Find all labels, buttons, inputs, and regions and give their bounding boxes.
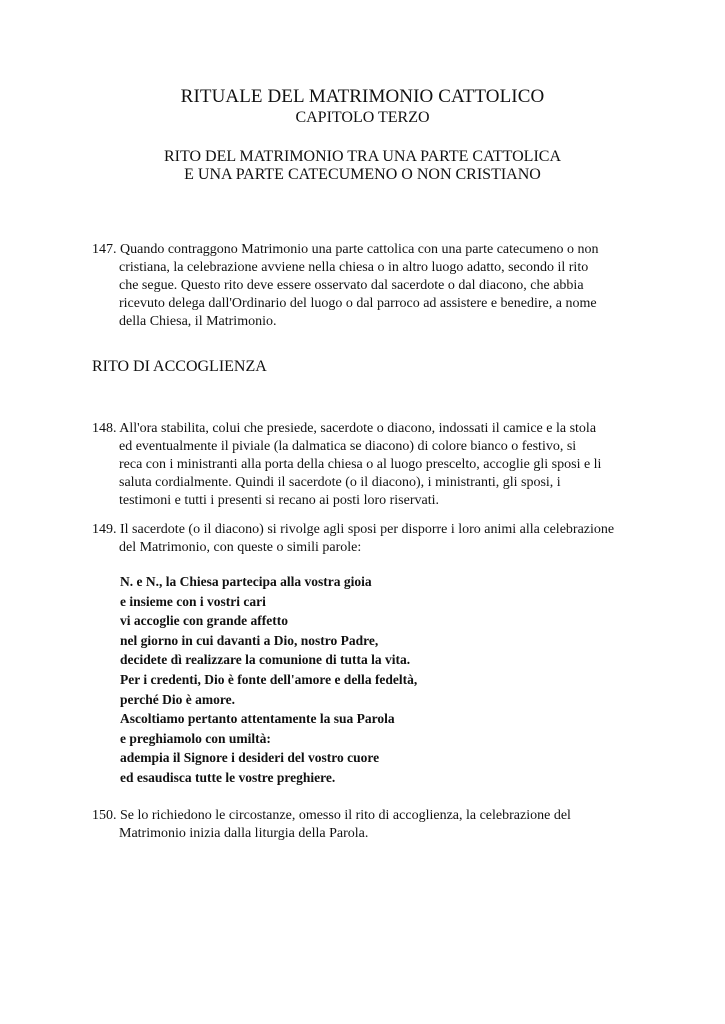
paragraph-147-line-4: ricevuto delega dall'Ordinario del luogo o dal parroco ad assistere e benedire, a nome: [119, 296, 597, 311]
paragraph-148-line-4: saluta cordialmente. Quindi il sacerdote (o il diacono), i ministranti, gli sposi, i: [119, 475, 561, 490]
paragraph-148: [92, 420, 632, 510]
prayer-line-2: e insieme con i vostri cari: [120, 593, 266, 609]
paragraph-149-line-1: 149. Il sacerdote (o il diacono) si rivolge agli sposi per disporre i loro animi alla celebrazione: [92, 522, 615, 537]
paragraph-148-line-5: testimoni e tutti i presenti si recano ai posti loro riservati.: [119, 493, 439, 508]
paragraph-148-line-3: reca con i ministranti alla porta della chiesa o al luogo prescelto, accoglie gli sposi e li: [119, 457, 602, 472]
prayer-line-11: ed esaudisca tutte le vostre preghiere.: [120, 769, 336, 785]
paragraph-147: [92, 241, 632, 331]
paragraph-147-line-1: 147. Quando contraggono Matrimonio una parte cattolica con una parte catecumeno o non: [92, 242, 599, 257]
prayer-line-10: adempia il Signore i desideri del vostro cuore: [120, 750, 380, 766]
paragraph-150: [92, 807, 632, 843]
prayer-line-1: N. e N., la Chiesa partecipa alla vostra gioia: [120, 574, 372, 589]
prayer-line-8: Ascoltiamo pertanto attentamente la sua Parola: [120, 711, 395, 727]
paragraph-150-line-1: 150. Se lo richiedono le circostanze, omesso il rito di accoglienza, la celebrazione del: [92, 808, 571, 823]
rite-subtitle: [0, 148, 725, 184]
paragraph-149-line-2: del Matrimonio, con queste o simili parole:: [119, 540, 362, 555]
paragraph-150-line-2: Matrimonio inizia dalla liturgia della Parola.: [119, 826, 369, 841]
prayer-line-5: decidete dì realizzare la comunione di tutta la vita.: [120, 652, 411, 668]
paragraph-148-line-1: 148. All'ora stabilita, colui che presiede, sacerdote o diacono, indossati il camice e la stola: [92, 421, 597, 436]
section-heading: RITO DI ACCOGLIENZA: [92, 358, 267, 375]
welcome-prayer: [120, 572, 540, 788]
paragraph-149: [92, 521, 632, 557]
subtitle-line-1: RITO DEL MATRIMONIO TRA UNA PARTE CATTOLICA: [164, 148, 561, 165]
document-title: RITUALE DEL MATRIMONIO CATTOLICO: [180, 86, 545, 107]
chapter-heading: CAPITOLO TERZO: [295, 109, 430, 126]
prayer-line-3: vi accoglie con grande affetto: [120, 613, 288, 629]
paragraph-147-line-2: cristiana, la celebrazione avviene nella chiesa o in altro luogo adatto, secondo il rito: [119, 260, 589, 275]
prayer-line-4: nel giorno in cui davanti a Dio, nostro Padre,: [120, 632, 379, 648]
prayer-line-9: e preghiamolo con umiltà:: [120, 730, 271, 746]
paragraph-147-line-5: della Chiesa, il Matrimonio.: [119, 314, 277, 329]
prayer-line-7: perché Dio è amore.: [120, 691, 235, 707]
prayer-line-6: Per i credenti, Dio è fonte dell'amore e della fedeltà,: [120, 671, 418, 687]
subtitle-line-2: E UNA PARTE CATECUMENO O NON CRISTIANO: [184, 166, 541, 183]
paragraph-147-line-3: che segue. Questo rito deve essere osservato dal sacerdote o dal diacono, che abbia: [119, 278, 584, 293]
paragraph-148-line-2: ed eventualmente il piviale (la dalmatica se diacono) di colore bianco o festivo, si: [119, 439, 577, 454]
